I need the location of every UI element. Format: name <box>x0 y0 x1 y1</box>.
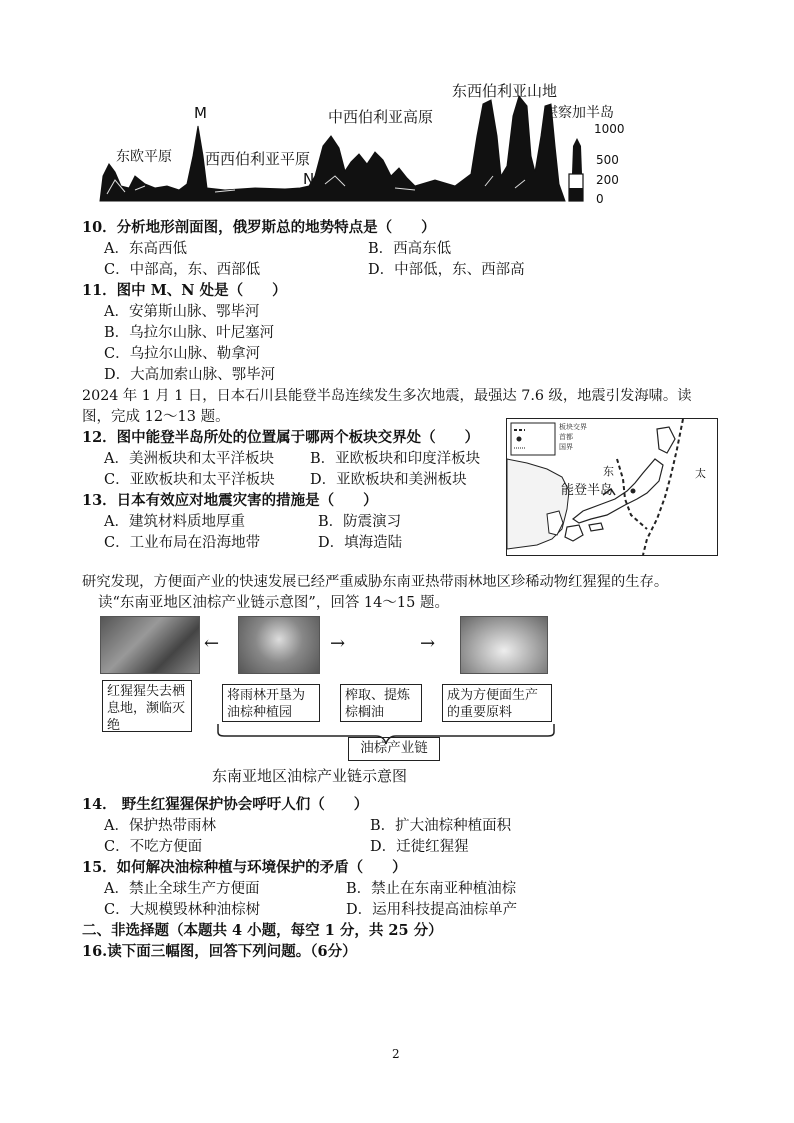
q15-stem: 15．如何解决油棕种植与环境保护的矛盾（ ） <box>82 859 407 876</box>
q10-stem: 10．分析地形剖面图，俄罗斯总的地势特点是（ ） <box>82 219 436 236</box>
q14-stem: 14． 野生红猩猩保护协会呼吁人们（ ） <box>82 796 369 813</box>
legend-0: 0 <box>596 192 604 206</box>
q13-option-a[interactable]: A．建筑材料质地厚重 <box>104 514 245 530</box>
label-east-siberian-mountains: 东西伯利亚山地 <box>452 82 558 100</box>
chain-caption: 东南亚地区油棕产业链示意图 <box>212 767 408 785</box>
intro-12-line1: 2024 年 1 月 1 日，日本石川县能登半岛连续发生多次地震，最强达 7.6 级，地震引发海啸。读 <box>82 388 692 404</box>
oil-palm-photo <box>238 616 320 674</box>
q11-option-d[interactable]: D．大高加索山脉、鄂毕河 <box>104 367 276 383</box>
legend-200: 200 <box>596 173 619 187</box>
q13-option-b[interactable]: B．防震演习 <box>318 514 402 530</box>
instant-noodle-photo <box>460 616 548 674</box>
q12-option-a[interactable]: A．美洲板块和太平洋板块 <box>104 451 274 467</box>
japan-map-legend-2: 首都 <box>559 433 573 441</box>
q16-stem: 16.读下面三幅图，回答下列问题。（6分） <box>82 943 357 960</box>
q12-option-c[interactable]: C．亚欧板块和太平洋板块 <box>104 472 275 488</box>
japan-map-label-notopeninsula: 能登半岛 <box>561 483 614 498</box>
q14-option-b[interactable]: B．扩大油棕种植面积 <box>370 818 512 834</box>
label-east-europe-plain: 东欧平原 <box>116 149 172 165</box>
chain-box-extract: 榨取、提炼棕榈油 <box>340 684 422 722</box>
q10-option-b[interactable]: B．西高东低 <box>368 241 452 257</box>
q11-option-a[interactable]: A．安第斯山脉、鄂毕河 <box>104 304 260 320</box>
q13-stem: 13．日本有效应对地震灾害的措施是（ ） <box>82 492 378 509</box>
q13-option-c[interactable]: C．工业布局在沿海地带 <box>104 535 261 551</box>
q11-option-c[interactable]: C．乌拉尔山脉、勒拿河 <box>104 346 261 362</box>
japan-map-label-tai: 太 <box>695 467 706 480</box>
japan-map-legend-3: 国界 <box>559 443 573 451</box>
intro-14-line1: 研究发现，方便面产业的快速发展已经严重威胁东南亚热带雨林地区珍稀动物红猩猩的生存。 <box>82 574 669 590</box>
arrow-right-icon: → <box>330 633 346 654</box>
q10-option-d[interactable]: D．中部低，东、西部高 <box>368 262 525 278</box>
q14-option-a[interactable]: A．保护热带雨林 <box>104 818 216 834</box>
japan-map-label-dong: 东 <box>603 465 614 478</box>
q15-option-b[interactable]: B．禁止在东南亚种植油棕 <box>346 881 517 897</box>
orangutan-photo <box>100 616 200 674</box>
q15-option-a[interactable]: A．禁止全球生产方便面 <box>104 881 260 897</box>
q12-stem: 12．图中能登半岛所处的位置属于哪两个板块交界处（ ） <box>82 429 480 446</box>
q14-option-c[interactable]: C．不吃方便面 <box>104 839 203 855</box>
legend-500: 500 <box>596 153 619 167</box>
q14-option-d[interactable]: D．迁徙红猩猩 <box>370 839 469 855</box>
section-2-heading: 二、非选择题（本题共 4 小题，每空 1 分，共 25 分） <box>82 922 443 939</box>
q12-option-d[interactable]: D．亚欧板块和美洲板块 <box>310 472 467 488</box>
q13-option-d[interactable]: D．填海造陆 <box>318 535 403 551</box>
q11-stem: 11．图中 M、N 处是（ ） <box>82 282 287 299</box>
chain-box-plantation: 将雨林开垦为油棕种植园 <box>222 684 320 722</box>
label-west-siberian-plain: 西西伯利亚平原 <box>205 150 311 168</box>
arrow-left-icon: ← <box>204 633 220 654</box>
intro-14-line2: 读“东南亚地区油棕产业链示意图”，回答 14～15 题。 <box>98 595 449 611</box>
chain-box-raw-material: 成为方便面生产的重要原料 <box>442 684 552 722</box>
page-number: 2 <box>392 1047 400 1061</box>
q15-option-c[interactable]: C．大规模毁林种油棕树 <box>104 902 261 918</box>
intro-12-line2: 图，完成 12～13 题。 <box>82 409 230 425</box>
q11-option-b[interactable]: B．乌拉尔山脉、叶尼塞河 <box>104 325 275 341</box>
q10-option-c[interactable]: C．中部高，东、西部低 <box>104 262 261 278</box>
q15-option-d[interactable]: D．运用科技提高油棕单产 <box>346 902 518 918</box>
legend-1000: 1000 <box>594 122 625 136</box>
q12-option-b[interactable]: B．亚欧板块和印度洋板块 <box>310 451 481 467</box>
terrain-profile-graphic <box>95 76 655 206</box>
label-kamchatka: 堪察加半岛 <box>544 105 614 121</box>
arrow-right-icon: → <box>420 633 436 654</box>
q10-option-a[interactable]: A．东高西低 <box>104 241 187 257</box>
chain-box-orangutan: 红猩猩失去栖息地，濒临灭绝 <box>102 680 192 732</box>
japan-map-legend-1: 板块交界 <box>559 423 587 431</box>
chain-bracket-label: 油棕产业链 <box>348 737 440 761</box>
japan-map <box>506 418 718 556</box>
label-m: M <box>194 104 207 122</box>
label-central-siberian-plateau: 中西伯利亚高原 <box>328 108 434 126</box>
label-n: N <box>303 170 315 188</box>
